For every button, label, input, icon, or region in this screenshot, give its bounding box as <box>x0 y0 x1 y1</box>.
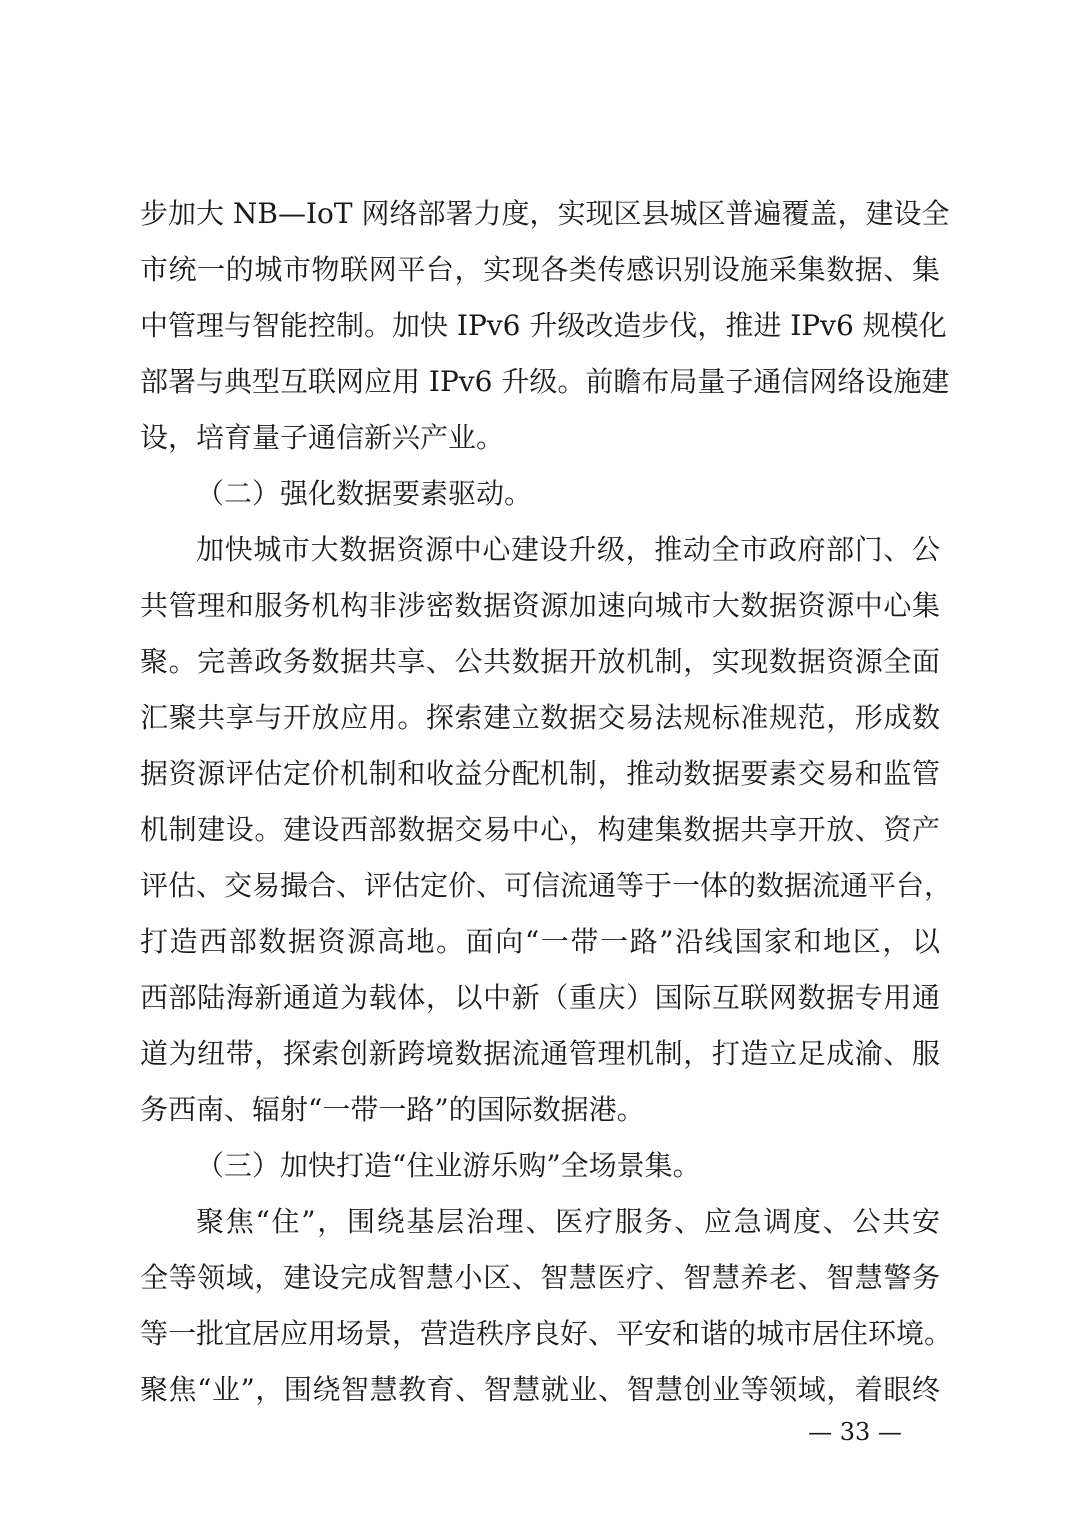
body-text-line: 加快城市大数据资源中心建设升级，推动全市政府部门、公 <box>196 533 940 566</box>
body-text-line: 汇聚共享与开放应用。探索建立数据交易法规标准规范，形成数 <box>140 701 940 734</box>
body-text-line: 打造西部数据资源高地。面向“一带一路”沿线国家和地区，以 <box>140 925 940 958</box>
body-text-line: 西部陆海新通道为载体，以中新（重庆）国际互联网数据专用通 <box>140 981 940 1014</box>
body-text-line: 据资源评估定价机制和收益分配机制，推动数据要素交易和监管 <box>140 757 940 790</box>
body-text-line: 聚焦“住”，围绕基层治理、医疗服务、应急调度、公共安 <box>196 1205 940 1238</box>
body-text-line: 聚焦“业”，围绕智慧教育、智慧就业、智慧创业等领域，着眼终 <box>140 1373 940 1406</box>
section-heading: （二）强化数据要素驱动。 <box>196 477 533 510</box>
body-text-line: 聚。完善政务数据共享、公共数据开放机制，实现数据资源全面 <box>140 645 940 678</box>
body-text-line: 评估、交易撮合、评估定价、可信流通等于一体的数据流通平台， <box>140 869 953 902</box>
body-text-line: 全等领域，建设完成智慧小区、智慧医疗、智慧养老、智慧警务 <box>140 1261 940 1294</box>
body-text-line: 道为纽带，探索创新跨境数据流通管理机制，打造立足成渝、服 <box>140 1037 940 1070</box>
body-text-line: 共管理和服务机构非涉密数据资源加速向城市大数据资源中心集 <box>140 589 940 622</box>
body-text-line: 市统一的城市物联网平台，实现各类传感识别设施采集数据、集 <box>140 253 940 286</box>
body-text-line: 机制建设。建设西部数据交易中心，构建集数据共享开放、资产 <box>140 813 940 846</box>
section-heading: （三）加快打造“住业游乐购”全场景集。 <box>196 1149 701 1182</box>
body-text-line: 步加大 NB—IoT 网络部署力度，实现区县城区普遍覆盖，建设全 <box>140 197 950 230</box>
body-text-line: 务西南、辐射“一带一路”的国际数据港。 <box>140 1093 645 1126</box>
page-number: — 33 — <box>808 1418 902 1446</box>
body-text-line: 设，培育量子通信新兴产业。 <box>140 421 505 454</box>
body-text-line: 部署与典型互联网应用 IPv6 升级。前瞻布局量子通信网络设施建 <box>140 365 950 398</box>
body-text-line: 等一批宜居应用场景，营造秩序良好、平安和谐的城市居住环境。 <box>140 1317 953 1350</box>
body-text-line: 中管理与智能控制。加快 IPv6 升级改造步伐，推进 IPv6 规模化 <box>140 309 947 342</box>
